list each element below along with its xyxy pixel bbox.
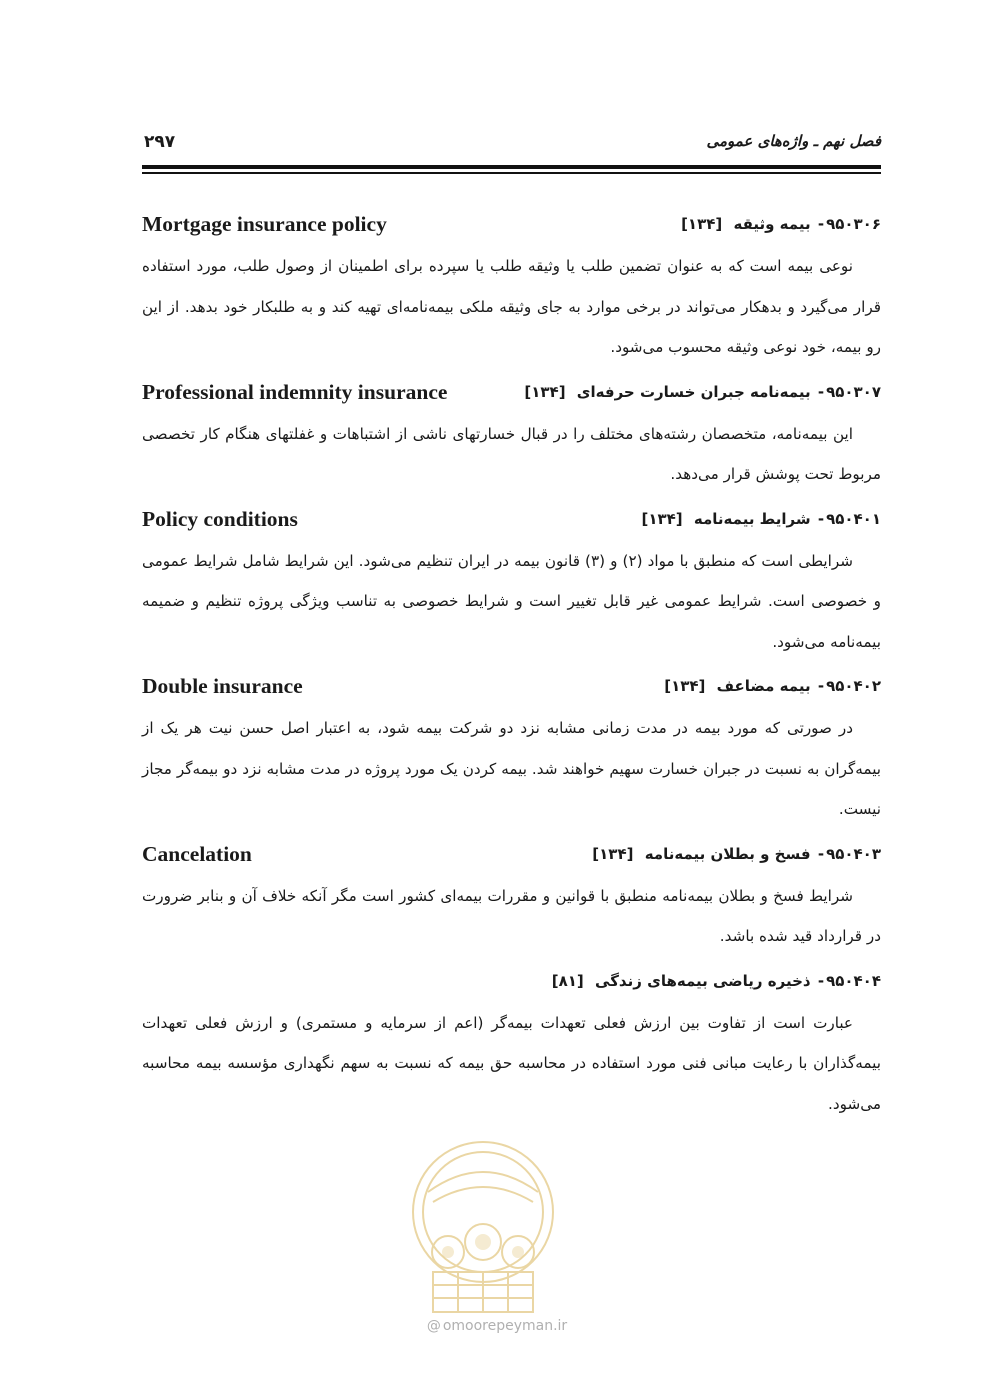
english-term: Cancelation — [142, 841, 252, 866]
glossary-entry — [142, 672, 881, 830]
persian-term: بیمه وثیقه — [733, 215, 811, 233]
reference-number: [۱۳۴] — [592, 844, 634, 863]
persian-heading: ۹۵۰۴۰۲- بیمه مضاعف [۱۳۴] — [664, 677, 881, 695]
persian-term: ذخیره ریاضی بیمه‌های زندگی — [595, 971, 811, 990]
persian-term: شرایط بیمه‌نامه — [693, 509, 811, 528]
header-rule-thin — [142, 172, 881, 174]
persian-term: بیمه‌نامه جبران خسارت حرفه‌ای — [576, 382, 811, 401]
entry-definition: شرایطی است که منطبق با مواد (۲) و (۳) قانون بیمه در ایران تنظیم می‌شود. این شرایط شامل شرایط عمومی و خصوصی است. شرایط عمومی غیر قابل تغییر است و شرایط خصوصی به تناسب ویژگی پروژه تنظیم و ضمیمه بیمه‌نامه می‌شود. — [142, 551, 881, 651]
glossary-entry — [142, 505, 881, 663]
header-rule-thick — [142, 165, 881, 169]
entry-definition: عبارت است از تفاوت بین ارزش فعلی تعهدات بیمه‌گر (اعم از سرمایه و مستمری) و ارزش فعلی تعهدات بیمه‌گذاران با رعایت مبانی فنی مورد استفاده در محاسبه حق بیمه که نسبت به سهم نگهداری مؤسسه بیمه محاسبه می‌شود. — [142, 1013, 881, 1113]
persian-term: بیمه مضاعف — [716, 677, 811, 695]
glossary-entry — [142, 967, 881, 1125]
persian-heading: ۹۵۰۴۰۱- شرایط بیمه‌نامه [۱۳۴] — [641, 509, 881, 528]
reference-number: [۱۳۴] — [641, 509, 683, 528]
entry-code: ۹۵۰۴۰۱ — [826, 509, 881, 528]
chapter-title: فصل نهم ـ واژه‌های عمومی — [706, 132, 881, 150]
entry-code: ۹۵۰۴۰۴ — [826, 971, 881, 990]
english-term: Double insurance — [142, 674, 303, 698]
glossary-entry — [142, 378, 881, 495]
persian-term: فسخ و بطلان بیمه‌نامه — [644, 844, 811, 863]
entry-heading — [142, 210, 881, 246]
english-term: Mortgage insurance policy — [142, 212, 387, 236]
at-sign-icon: @ — [426, 1318, 441, 1334]
entry-definition: این بیمه‌نامه، متخصصان رشته‌های مختلف را در قبال خسارتهای ناشی از اشتباهات و غفلتهای هنگام کار تخصصی مربوط تحت پوشش قرار می‌دهد. — [142, 424, 881, 483]
page-header — [142, 128, 881, 168]
entry-heading — [142, 840, 881, 876]
glossary-content — [142, 210, 881, 1134]
entry-code: ۹۵۰۴۰۲ — [826, 677, 881, 695]
glossary-entry — [142, 210, 881, 368]
entry-code: ۹۵۰۴۰۳ — [826, 844, 881, 863]
footer-website — [402, 1318, 592, 1334]
english-term: Professional indemnity insurance — [142, 379, 448, 404]
reference-number: [۸۱] — [551, 971, 584, 990]
entry-definition: در صورتی که مورد بیمه در مدت زمانی مشابه نزد دو شرکت بیمه شود، به اعتبار اصل حسن نیت هر یک از بیمه‌گران به نسبت در جبران خسارت سهیم خواهند شد. بیمه کردن یک مورد پروژه در مدت مشابه نزد دو بیمه‌گر مجاز نیست. — [142, 719, 881, 818]
persian-heading: ۹۵۰۴۰۳- فسخ و بطلان بیمه‌نامه [۱۳۴] — [592, 844, 881, 863]
entry-definition: نوعی بیمه است که به عنوان تضمین طلب یا وثیقه طلب یا سپرده برای اطمینان از وصول طلب، مورد استفاده قرار می‌گیرد و بدهکار می‌تواند در برخی موارد به جای وثیقه ملکی بیمه‌نامه‌ای تهیه کند و به طلبکار خود بدهد. از این رو بیمه، خود نوعی وثیقه محسوب می‌شود. — [142, 257, 881, 356]
reference-number: [۱۳۴] — [664, 677, 706, 695]
glossary-entry — [142, 840, 881, 957]
persian-heading: ۹۵۰۳۰۷- بیمه‌نامه جبران خسارت حرفه‌ای [۱۳۴] — [524, 382, 881, 401]
persian-heading: ۹۵۰۴۰۴- ذخیره ریاضی بیمه‌های زندگی [۸۱] — [551, 971, 881, 990]
seal-logo-icon — [388, 1132, 578, 1322]
entry-heading — [142, 378, 881, 414]
english-term: Policy conditions — [142, 506, 298, 531]
persian-heading: ۹۵۰۳۰۶- بیمه وثیقه [۱۳۴] — [681, 215, 881, 233]
entry-heading — [142, 967, 881, 1003]
entry-definition: شرایط فسخ و بطلان بیمه‌نامه منطبق با قوانین و مقررات بیمه‌ای کشور است مگر آنکه خلاف آن و بنابر ضرورت در قرارداد قید شده باشد. — [142, 886, 881, 945]
website-url: omoorepeyman.ir — [442, 1318, 568, 1334]
page-number: ۲۹۷ — [144, 132, 176, 152]
entry-heading — [142, 505, 881, 541]
entry-code: ۹۵۰۳۰۷ — [826, 382, 881, 401]
entry-code: ۹۵۰۳۰۶ — [826, 215, 881, 233]
reference-number: [۱۳۴] — [681, 215, 723, 233]
entry-heading — [142, 672, 881, 708]
reference-number: [۱۳۴] — [524, 382, 566, 401]
